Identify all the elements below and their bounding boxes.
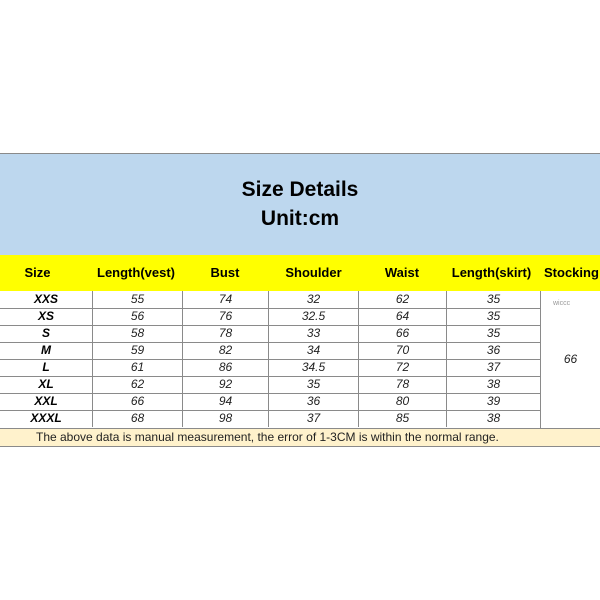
bust-cell: 78 (182, 325, 268, 342)
length-vest-cell: 66 (92, 393, 182, 410)
shoulder-cell: 36 (268, 393, 358, 410)
size-cell: M (41, 343, 51, 357)
length-skirt-cell: 35 (446, 325, 540, 342)
length-vest-cell: 58 (92, 325, 182, 342)
shoulder-cell: 37 (268, 410, 358, 427)
waist-cell: 72 (358, 359, 446, 376)
length-skirt-cell: 37 (446, 359, 540, 376)
size-cell: XXXL (30, 411, 62, 425)
size-cell: S (41, 326, 50, 340)
length-skirt-cell: 36 (446, 342, 540, 359)
length-skirt-cell: 35 (446, 308, 540, 325)
table-row (0, 308, 540, 326)
bust-cell: 82 (182, 342, 268, 359)
length-vest-cell: 56 (92, 308, 182, 325)
header-size: Size (24, 265, 51, 280)
chart-unit: Unit:cm (260, 207, 340, 230)
bust-cell: 76 (182, 308, 268, 325)
shoulder-cell: 33 (268, 325, 358, 342)
length-vest-cell: 61 (92, 359, 182, 376)
shoulder-cell: 34.5 (268, 359, 358, 376)
table-row (0, 376, 540, 394)
shoulder-cell: 35 (268, 376, 358, 393)
waist-cell: 70 (358, 342, 446, 359)
size-cell: XS (37, 309, 54, 323)
bust-cell: 98 (182, 410, 268, 427)
table-row (0, 325, 540, 343)
footer-note-text: The above data is manual measurement, the error of 1-3CM is within the normal range. (36, 430, 499, 444)
header-row (0, 255, 600, 291)
length-skirt-cell: 38 (446, 410, 540, 427)
header-shoulder: Shoulder (285, 265, 342, 280)
size-cell: XXS (33, 292, 58, 306)
table-row (0, 291, 571, 309)
header-waist: Waist (384, 265, 420, 280)
footer-note (0, 428, 600, 447)
table-row (0, 410, 540, 427)
size-table (0, 291, 600, 428)
size-cell: L (42, 360, 50, 374)
bust-cell: 92 (182, 376, 268, 393)
waist-cell: 64 (358, 308, 446, 325)
header-length-vest: Length(vest) (97, 265, 175, 280)
waist-cell: 66 (358, 325, 446, 342)
length-vest-cell: 55 (92, 291, 182, 308)
size-chart (0, 153, 600, 446)
length-skirt-cell: 35 (446, 291, 540, 308)
waist-cell: 62 (358, 291, 446, 308)
size-cell: XL (38, 377, 54, 391)
shoulder-cell: 32.5 (268, 308, 358, 325)
length-vest-cell: 59 (92, 342, 182, 359)
stocking-cell: 66 (540, 291, 600, 428)
table-row (0, 393, 540, 411)
table-row (0, 359, 540, 377)
header-bust: Bust (210, 265, 240, 280)
watermark-text: wiccc (553, 300, 571, 307)
waist-cell: 78 (358, 376, 446, 393)
length-vest-cell: 62 (92, 376, 182, 393)
waist-cell: 80 (358, 393, 446, 410)
header-length-skirt: Length(skirt) (451, 265, 532, 280)
waist-cell: 85 (358, 410, 446, 427)
header-stocking: Stocking (544, 265, 599, 280)
title-band (0, 153, 600, 256)
bust-cell: 86 (182, 359, 268, 376)
length-skirt-cell: 39 (446, 393, 540, 410)
length-skirt-cell: 38 (446, 376, 540, 393)
size-cell: XXL (34, 394, 58, 408)
shoulder-cell: wiccc 32 (268, 291, 358, 308)
shoulder-cell: 34 (268, 342, 358, 359)
bust-cell: 94 (182, 393, 268, 410)
bust-cell: 74 (182, 291, 268, 308)
length-vest-cell: 68 (92, 410, 182, 427)
chart-title: Size Details (241, 178, 359, 201)
table-row (0, 342, 540, 360)
